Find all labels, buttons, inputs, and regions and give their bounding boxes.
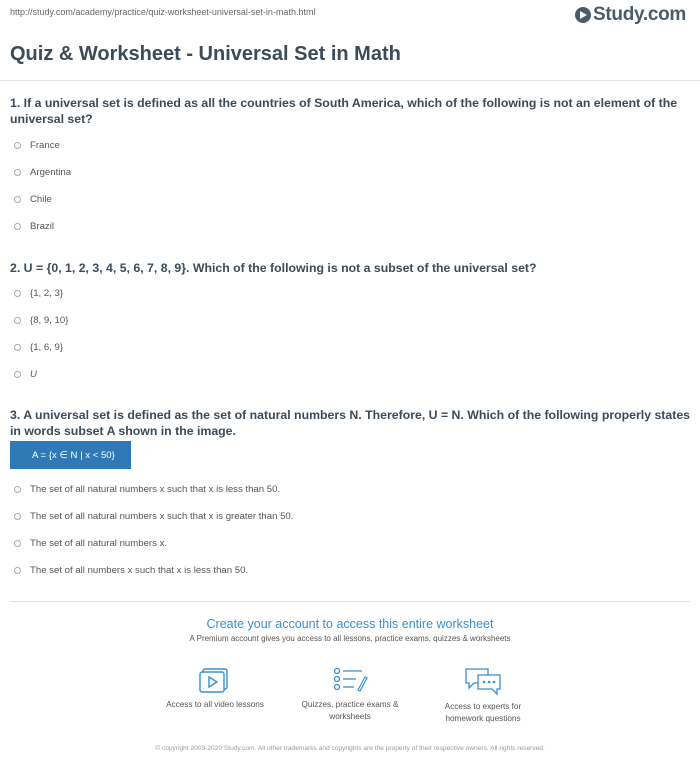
quiz-checklist-icon [332, 666, 368, 694]
radio-icon[interactable] [14, 169, 21, 176]
choice-option[interactable] [14, 159, 71, 186]
page-url: http://study.com/academy/practice/quiz-worksheet-universal-set-in-math.html [10, 7, 316, 17]
copyright-footer: © copyright 2003-2020 Study.com. All other trademarks and copyrights are the property of their respective owners. All rights reserved. [155, 745, 545, 752]
choice-option[interactable] [14, 334, 68, 361]
logo-text: Study.com [592, 4, 686, 25]
feature-label: Quizzes, practice exams & worksheets [301, 700, 399, 721]
choice-label: {1, 2, 3} [30, 288, 64, 299]
page-title: Quiz & Worksheet - Universal Set in Math [10, 43, 401, 65]
question-1-choices [14, 132, 71, 240]
choice-option[interactable] [14, 132, 71, 159]
radio-icon[interactable] [14, 371, 21, 378]
choice-option[interactable] [14, 476, 293, 503]
choice-label: Argentina [30, 167, 72, 178]
choice-label: U [30, 369, 37, 380]
feature-label: Access to experts for homework questions [444, 702, 522, 723]
question-3: 3. A universal set is defined as the set of natural numbers N. Therefore, U = N. Which of the following properly states in words subset A shown in the image. [10, 408, 690, 438]
choice-option[interactable] [14, 557, 293, 584]
radio-icon[interactable] [14, 513, 21, 520]
choice-label: The set of all natural numbers x. [30, 538, 168, 549]
choice-label: Brazil [30, 221, 54, 232]
radio-icon[interactable] [14, 196, 21, 203]
radio-icon[interactable] [14, 223, 21, 230]
choice-label: France [30, 140, 60, 151]
set-definition-image: A = {x ∈ N | x < 50} [10, 441, 131, 469]
choice-option[interactable] [14, 280, 68, 307]
radio-icon[interactable] [14, 540, 21, 547]
choice-label: The set of all natural numbers x such that x is greater than 50. [30, 511, 294, 522]
radio-icon[interactable] [14, 142, 21, 149]
choice-label: The set of all natural numbers x such that x is less than 50. [30, 484, 281, 495]
choice-label: Chile [30, 194, 52, 205]
radio-icon[interactable] [14, 344, 21, 351]
study-logo[interactable] [575, 4, 686, 26]
feature-quizzes [290, 666, 410, 723]
cta-subtitle: A Premium account gives you access to all lessons, practice exams, quizzes & worksheets [189, 634, 511, 643]
radio-icon[interactable] [14, 317, 21, 324]
title-divider [0, 80, 700, 81]
feature-label: Access to all video lessons [166, 700, 264, 709]
feature-experts [423, 666, 543, 725]
choice-option[interactable] [14, 361, 68, 388]
choice-label: {1, 6, 9} [30, 342, 64, 353]
choice-label: The set of all numbers x such that x is less than 50. [30, 565, 249, 576]
question-1: 1. If a universal set is defined as all the countries of South America, which of the following is not an element of the universal set? [10, 96, 678, 126]
radio-icon[interactable] [14, 290, 21, 297]
question-3-choices [14, 476, 293, 584]
feature-video-lessons [155, 666, 275, 711]
play-logo-icon [575, 7, 591, 23]
cta-divider [10, 601, 690, 602]
choice-label: {8, 9, 10} [30, 315, 69, 326]
radio-icon[interactable] [14, 567, 21, 574]
video-lesson-icon [199, 666, 231, 694]
create-account-link[interactable]: Create your account to access this entire worksheet [206, 617, 494, 631]
choice-option[interactable] [14, 503, 293, 530]
choice-option[interactable] [14, 213, 71, 240]
question-2: 2. U = {0, 1, 2, 3, 4, 5, 6, 7, 8, 9}. Which of the following is not a subset of the universal set? [10, 261, 537, 275]
choice-option[interactable] [14, 186, 71, 213]
radio-icon[interactable] [14, 486, 21, 493]
question-2-choices [14, 280, 68, 388]
choice-option[interactable] [14, 307, 68, 334]
chat-bubbles-icon [464, 666, 502, 696]
choice-option[interactable] [14, 530, 293, 557]
